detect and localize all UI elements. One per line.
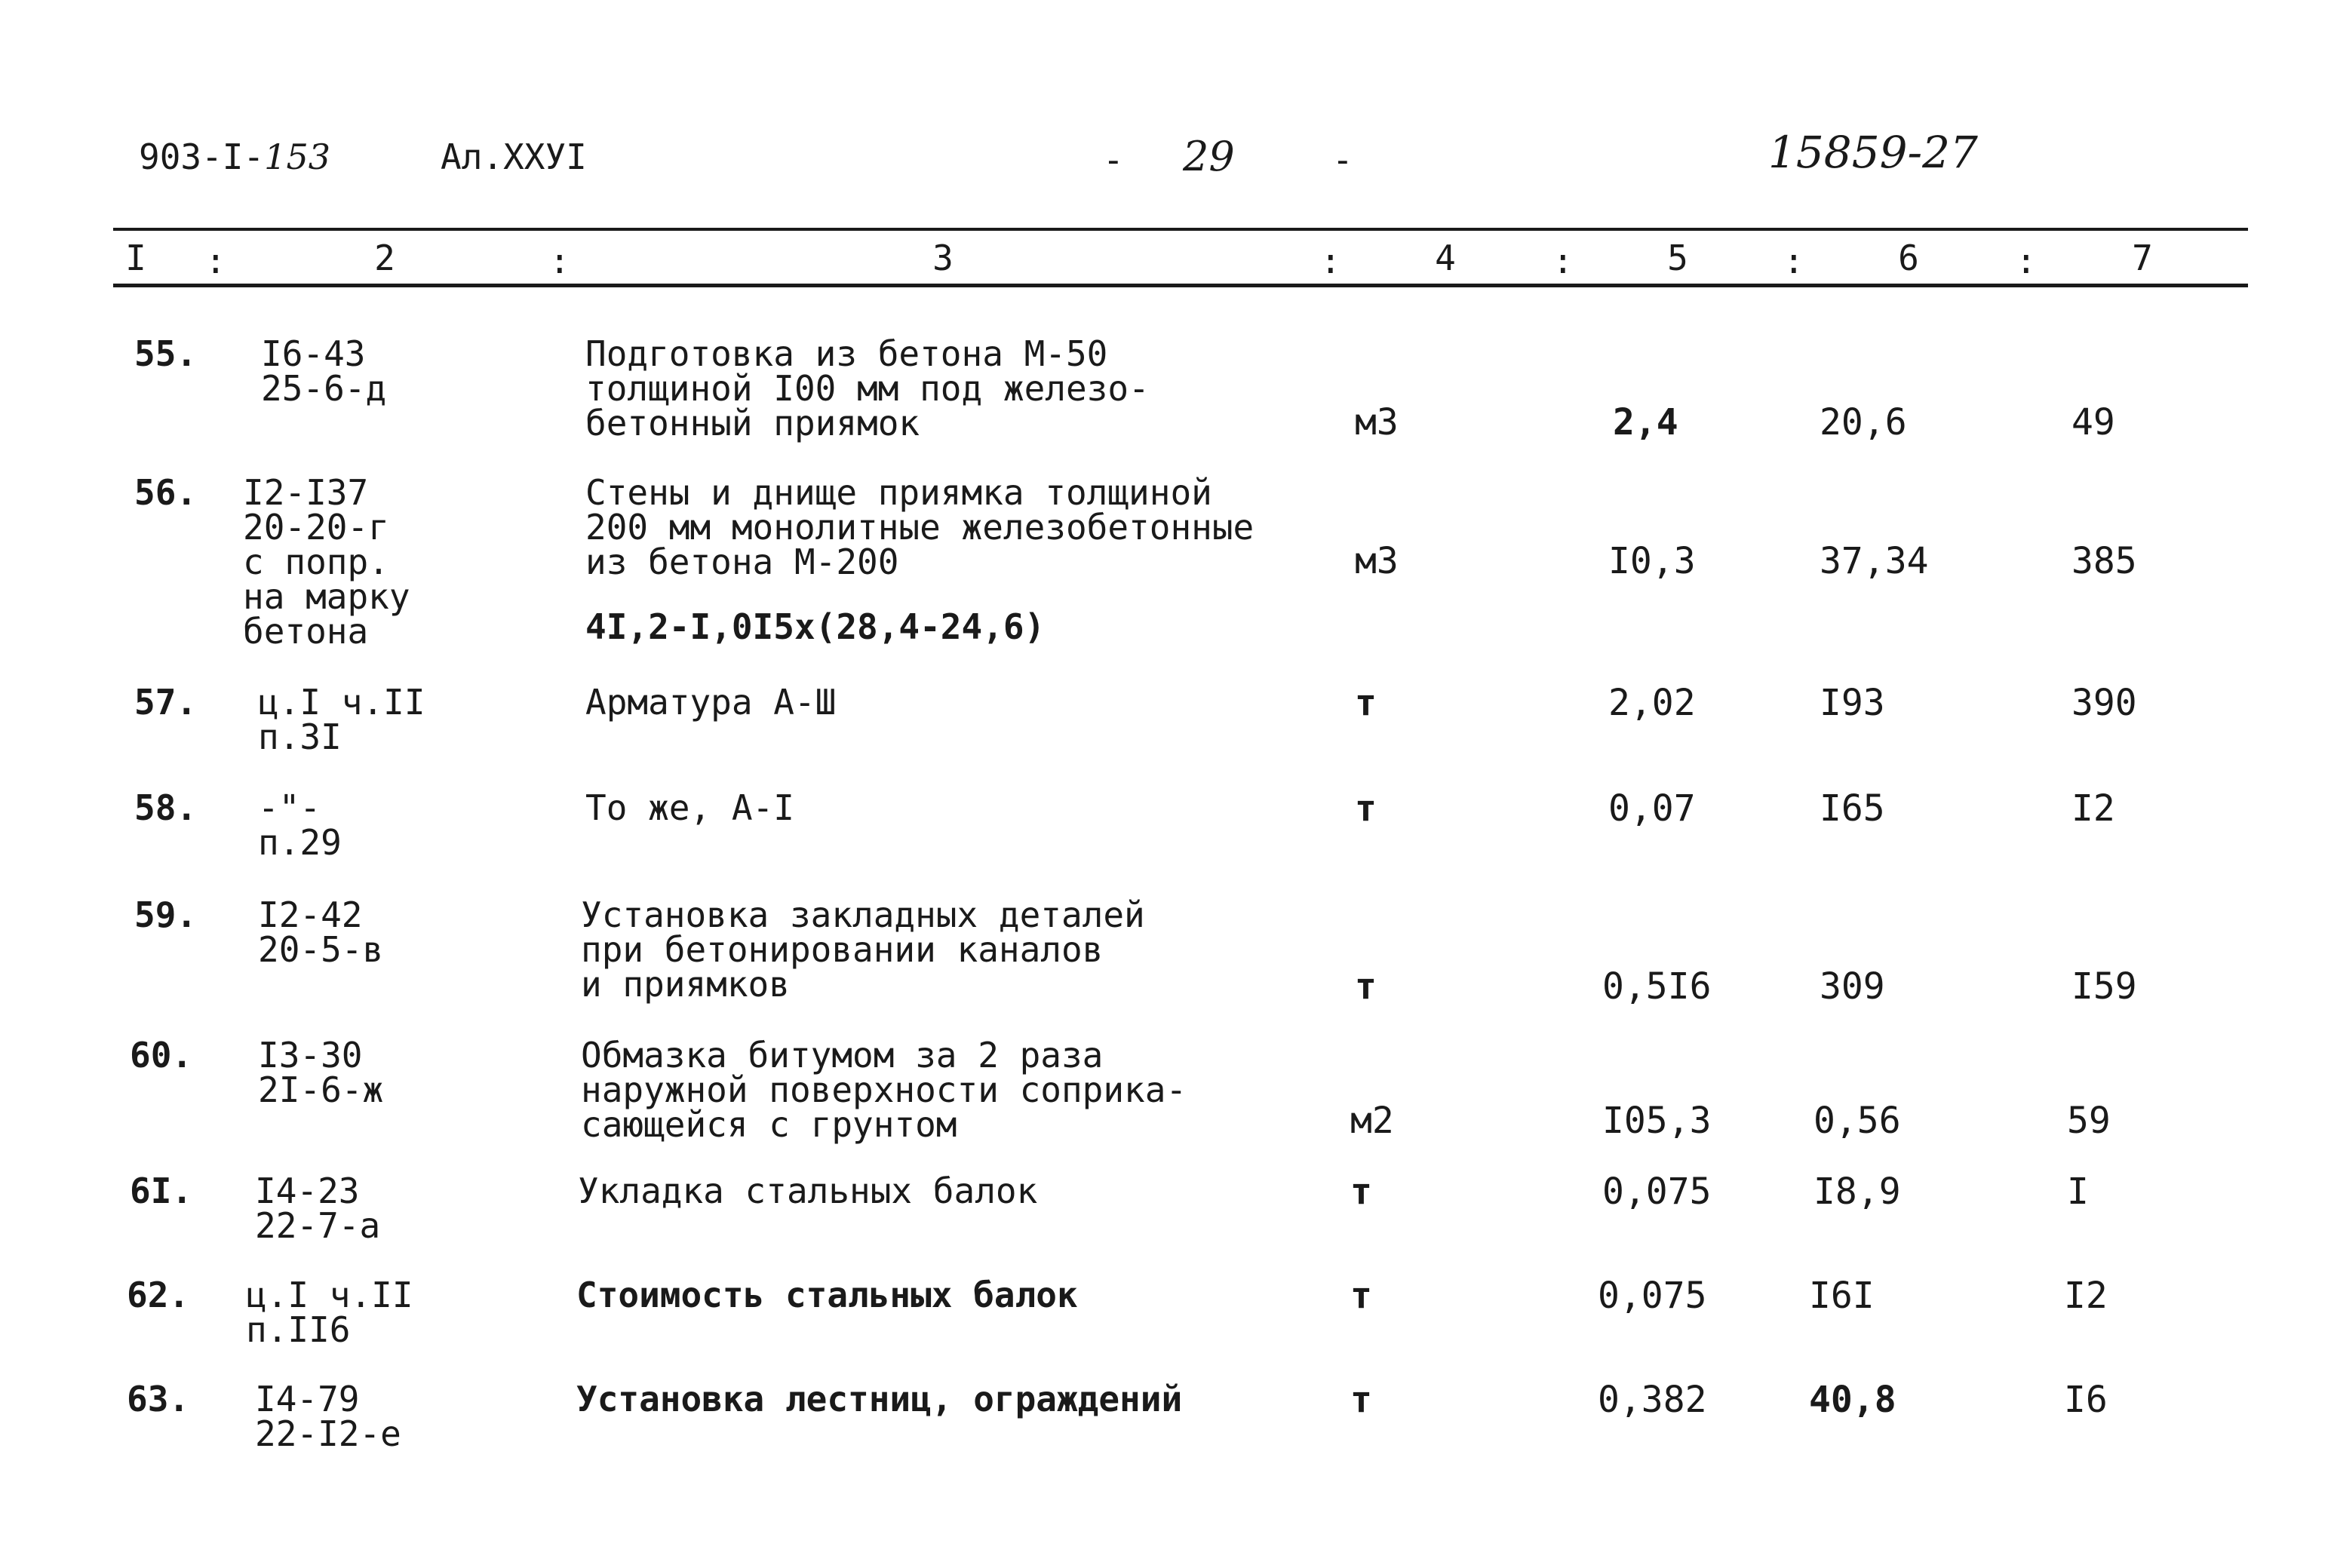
unit-price: 37,34 [1820,540,1929,582]
quantity: I0,3 [1608,540,1696,582]
row-number: 56. [134,472,198,513]
calculation-formula: 4I,2-I,0I5х(28,4-24,6) [585,606,1046,647]
row-number: 6I. [130,1171,193,1211]
unit-price: 309 [1820,965,1885,1008]
total-cost: I59 [2071,965,2137,1008]
rate-code: I4-23 22-7-а [255,1171,381,1246]
column-header-7: 7 [2132,238,2153,278]
unit: т [1355,787,1377,830]
total-cost: 59 [2067,1100,2111,1142]
column-header-5: 5 [1667,238,1688,278]
rate-code: -"- п.29 [258,787,342,863]
quantity: I05,3 [1602,1100,1712,1142]
column-separator: : [549,241,570,281]
archive-number: 15859-27 [1768,127,1978,178]
column-header-3: 3 [932,238,954,278]
unit-price: I6I [1809,1275,1875,1317]
row-number: 63. [127,1379,190,1419]
rate-code: I2-42 20-5-в [258,894,384,970]
quantity: 0,382 [1598,1379,1707,1421]
unit: т [1355,965,1377,1008]
total-cost: I2 [2071,787,2115,830]
column-separator: : [1783,241,1804,281]
work-description: Установка закладных деталей при бетонировании каналов и приямков [581,894,1145,1005]
header-bottom-rule [113,284,2248,287]
page-dash-right: - [1332,140,1353,180]
work-description: Подготовка из бетона М-50 толщиной I00 мм под железо- бетонный приямок [585,333,1150,443]
quantity: 2,02 [1608,682,1696,724]
quantity: 0,07 [1608,787,1696,830]
row-number: 59. [134,894,198,935]
unit-price: 0,56 [1813,1100,1901,1142]
document-code [139,136,330,178]
work-description: Обмазка битумом за 2 раза наружной поверхности соприка- сающейся с грунтом [581,1035,1187,1145]
work-description: Арматура А-Ш [585,682,837,723]
document-code-printed: 903-I- [139,137,265,177]
row-number: 58. [134,787,198,828]
unit: т [1355,682,1377,724]
unit-price: I65 [1820,787,1885,830]
total-cost: I [2067,1171,2089,1213]
column-header-4: 4 [1435,238,1456,278]
column-separator: : [205,241,226,281]
unit: м3 [1355,540,1399,582]
column-separator: : [1320,241,1341,281]
total-cost: 49 [2071,401,2115,443]
column-header-1: I [125,238,146,278]
page-number: 29 [1183,133,1235,180]
total-cost: 385 [2071,540,2137,582]
document-code-handwritten: 153 [264,137,330,177]
column-header-2: 2 [374,238,395,278]
rate-code: ц.I ч.II п.II6 [246,1275,413,1350]
rate-code: I4-79 22-I2-е [255,1379,401,1454]
column-separator: : [2016,241,2037,281]
quantity: 0,075 [1602,1171,1712,1213]
total-cost: I2 [2064,1275,2108,1317]
row-number: 55. [134,333,198,374]
quantity: 0,075 [1598,1275,1707,1317]
unit-price: I93 [1820,682,1885,724]
rate-code: I2-I37 20-20-г с попр. на марку бетона [243,472,410,652]
row-number: 60. [130,1035,193,1076]
column-header-6: 6 [1898,238,1919,278]
work-description: То же, А-I [585,787,794,828]
header-top-rule [113,228,2248,231]
rate-code: I3-30 2I-6-ж [258,1035,384,1110]
unit: м3 [1355,401,1399,443]
unit-price: 20,6 [1820,401,1907,443]
work-description: Укладка стальных балок [578,1171,1038,1211]
unit: м2 [1350,1100,1394,1142]
unit: т [1350,1379,1372,1421]
column-separator: : [1552,241,1574,281]
unit: т [1350,1275,1372,1317]
quantity: 2,4 [1613,401,1678,443]
total-cost: 390 [2071,682,2137,724]
unit: т [1350,1171,1372,1213]
row-number: 57. [134,682,198,723]
page-dash-left: - [1103,140,1124,180]
work-description: Стоимость стальных балок [576,1275,1078,1315]
total-cost: I6 [2064,1379,2108,1421]
quantity: 0,5I6 [1602,965,1712,1008]
rate-code: ц.I ч.II п.3I [258,682,425,757]
row-number: 62. [127,1275,190,1315]
unit-price: 40,8 [1809,1379,1896,1421]
work-description: Установка лестниц, ограждений [576,1379,1183,1419]
work-description: Стены и днище приямка толщиной 200 мм монолитные железобетонные из бетона М-200 [585,472,1255,582]
rate-code: I6-43 25-6-д [261,333,387,409]
unit-price: I8,9 [1813,1171,1901,1213]
album-number: Ал.XXУI [441,137,587,177]
